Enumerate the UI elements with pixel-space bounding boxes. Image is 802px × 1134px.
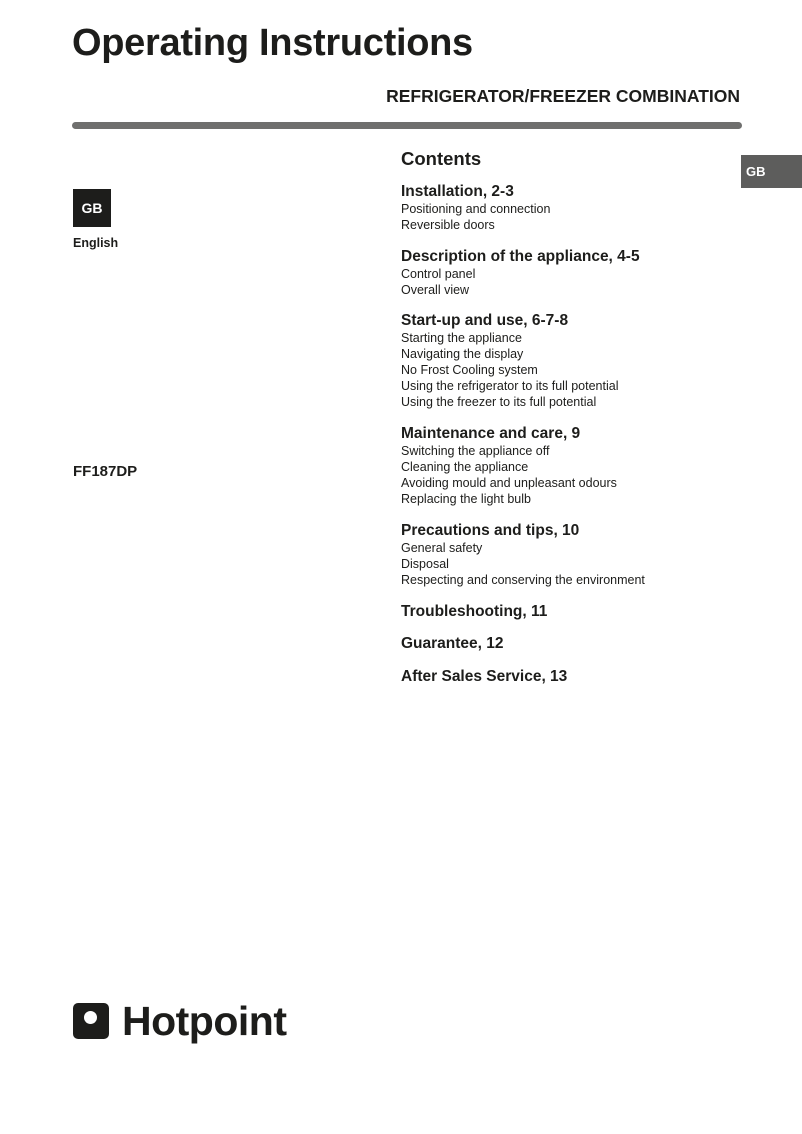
- toc-section-title: Installation, 2-3: [401, 183, 514, 200]
- toc-section-guarantee: [401, 635, 504, 653]
- toc-item: No Frost Cooling system: [401, 363, 538, 377]
- toc-section-title: Troubleshooting, 11: [401, 603, 548, 620]
- brand-name: Hotpoint: [122, 998, 287, 1044]
- language-badge: GB: [73, 189, 111, 227]
- toc-item: Overall view: [401, 283, 470, 297]
- toc-item: Reversible doors: [401, 218, 495, 232]
- toc-section-title: Precautions and tips, 10: [401, 522, 580, 539]
- toc-item: Starting the appliance: [401, 331, 522, 345]
- toc-item: Using the refrigerator to its full potential: [401, 379, 619, 393]
- toc-section-description: [401, 248, 640, 298]
- toc-section-installation: [401, 183, 550, 233]
- toc-item: Replacing the light bulb: [401, 492, 531, 506]
- toc-item: Cleaning the appliance: [401, 460, 529, 474]
- toc-item: Switching the appliance off: [401, 444, 550, 458]
- toc-item: General safety: [401, 541, 483, 555]
- toc-item: Positioning and connection: [401, 202, 551, 216]
- language-side-tab: GB: [741, 155, 802, 188]
- toc-section-precautions: [401, 522, 645, 588]
- toc-section-start-up: [401, 312, 618, 410]
- toc-section-troubleshooting: [401, 603, 547, 621]
- toc-section-after-sales: [401, 668, 567, 686]
- product-type: REFRIGERATOR/FREEZER COMBINATION: [386, 86, 740, 106]
- toc-item: Control panel: [401, 267, 476, 281]
- toc-section-title: After Sales Service, 13: [401, 668, 568, 685]
- toc-item: Disposal: [401, 557, 449, 571]
- toc-item: Respecting and conserving the environment: [401, 573, 645, 587]
- language-name: English: [73, 236, 119, 250]
- toc-item: Avoiding mould and unpleasant odours: [401, 476, 617, 490]
- contents-heading: Contents: [401, 148, 482, 169]
- page-title: Operating Instructions: [72, 22, 473, 64]
- toc-section-maintenance: [401, 425, 617, 507]
- header-divider: [72, 122, 742, 129]
- toc-section-title: Start-up and use, 6-7-8: [401, 312, 569, 329]
- model-number: FF187DP: [73, 463, 138, 480]
- toc-item: Navigating the display: [401, 347, 524, 361]
- toc-section-title: Description of the appliance, 4-5: [401, 248, 640, 265]
- toc-item: Using the freezer to its full potential: [401, 395, 597, 409]
- toc-section-title: Maintenance and care, 9: [401, 425, 581, 442]
- hotpoint-logo-mark-icon: [73, 1003, 109, 1039]
- hotpoint-logo: [73, 998, 286, 1044]
- toc-section-title: Guarantee, 12: [401, 635, 504, 652]
